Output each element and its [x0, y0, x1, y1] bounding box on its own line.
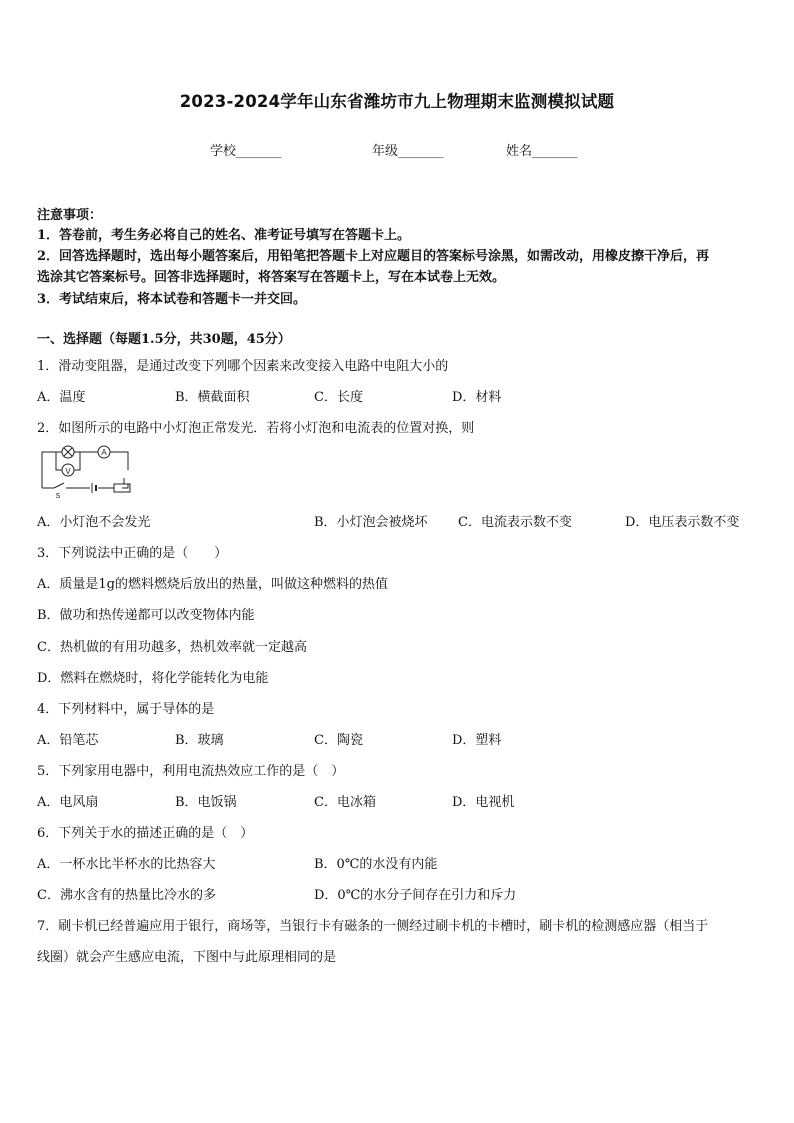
- question-7-stem-line-2: 线圈）就会产生感应电流，下图中与此原理相同的是: [37, 950, 337, 965]
- voltmeter-label: V: [65, 467, 71, 476]
- q1-option-a: A．温度: [37, 390, 86, 405]
- q1-option-d: D．材料: [452, 390, 502, 405]
- question-1-stem: 1．滑动变阻器，是通过改变下列哪个因素来改变接入电路中电阻大小的: [37, 359, 449, 374]
- question-2-stem: 2．如图所示的电路中小灯泡正常发光．若将小灯泡和电流表的位置对换，则: [37, 421, 475, 436]
- q6-option-c: C．沸水含有的热量比冷水的多: [37, 888, 216, 903]
- q4-option-d: D．塑料: [452, 733, 502, 748]
- school-field: 学校_______: [210, 144, 282, 159]
- grade-field: 年级_______: [372, 144, 444, 159]
- q3-option-b: B．做功和热传递都可以改变物体内能: [37, 608, 255, 623]
- q6-option-b: B．0℃的水没有内能: [314, 857, 438, 872]
- q3-option-a: A．质量是1g的燃料燃烧后放出的热量，叫做这种燃料的热值: [37, 577, 388, 592]
- q5-option-d: D．电视机: [452, 795, 515, 810]
- q2-option-a: A．小灯泡不会发光: [37, 515, 151, 530]
- question-3-stem: 3．下列说法中正确的是（ ）: [37, 546, 228, 561]
- q5-option-b: B．电饭锅: [175, 795, 237, 810]
- q2-option-c: C．电流表示数不变: [458, 515, 572, 530]
- question-5-stem: 5．下列家用电器中，利用电流热效应工作的是（ ）: [37, 764, 345, 779]
- note-item: 1．答卷前，考生务必将自己的姓名、准考证号填写在答题卡上。: [37, 228, 411, 243]
- q4-option-b: B．玻璃: [175, 733, 224, 748]
- note-item: 选涂其它答案标号。回答非选择题时，将答案写在答题卡上，写在本试卷上无效。: [37, 270, 506, 285]
- q6-option-a: A．一杯水比半杯水的比热容大: [37, 857, 216, 872]
- q3-option-d: D．燃料在燃烧时，将化学能转化为电能: [37, 671, 269, 686]
- note-item: 2．回答选择题时，选出每小题答案后，用铅笔把答题卡上对应题目的答案标号涂黑，如需改动，用橡皮擦干净后，再: [37, 249, 710, 264]
- q1-option-c: C．长度: [314, 390, 363, 405]
- q6-option-d: D．0℃的水分子间存在引力和斥力: [314, 888, 517, 903]
- question-4-stem: 4．下列材料中，属于导体的是: [37, 702, 215, 717]
- q5-option-c: C．电冰箱: [314, 795, 376, 810]
- switch-label: S: [55, 493, 61, 498]
- q2-option-b: B．小灯泡会被烧坏: [314, 515, 428, 530]
- note-item: 3．考试结束后，将本试卷和答题卡一并交回。: [37, 292, 307, 307]
- ammeter-label: A: [101, 448, 107, 457]
- q5-option-a: A．电风扇: [37, 795, 99, 810]
- question-7-stem-line-1: 7．刷卡机已经普遍应用于银行，商场等，当银行卡有磁条的一侧经过刷卡机的卡槽时，刷卡机的检测感应器（相当于: [37, 919, 709, 934]
- question-6-stem: 6．下列关于水的描述正确的是（ ）: [37, 826, 254, 841]
- q2-option-d: D．电压表示数不变: [625, 515, 740, 530]
- q4-option-c: C．陶瓷: [314, 733, 363, 748]
- q4-option-a: A．铅笔芯: [37, 733, 99, 748]
- q3-option-c: C．热机做的有用功越多，热机效率就一定越高: [37, 640, 307, 655]
- q1-option-b: B．横截面积: [175, 390, 250, 405]
- name-field: 姓名_______: [506, 144, 578, 159]
- section-heading: 一、选择题（每题1.5分，共30题，45分）: [37, 332, 291, 347]
- circuit-diagram: [38, 440, 138, 498]
- notes-heading: 注意事项：: [37, 208, 103, 223]
- exam-title: 2023-2024学年山东省潍坊市九上物理期末监测模拟试题: [179, 92, 615, 111]
